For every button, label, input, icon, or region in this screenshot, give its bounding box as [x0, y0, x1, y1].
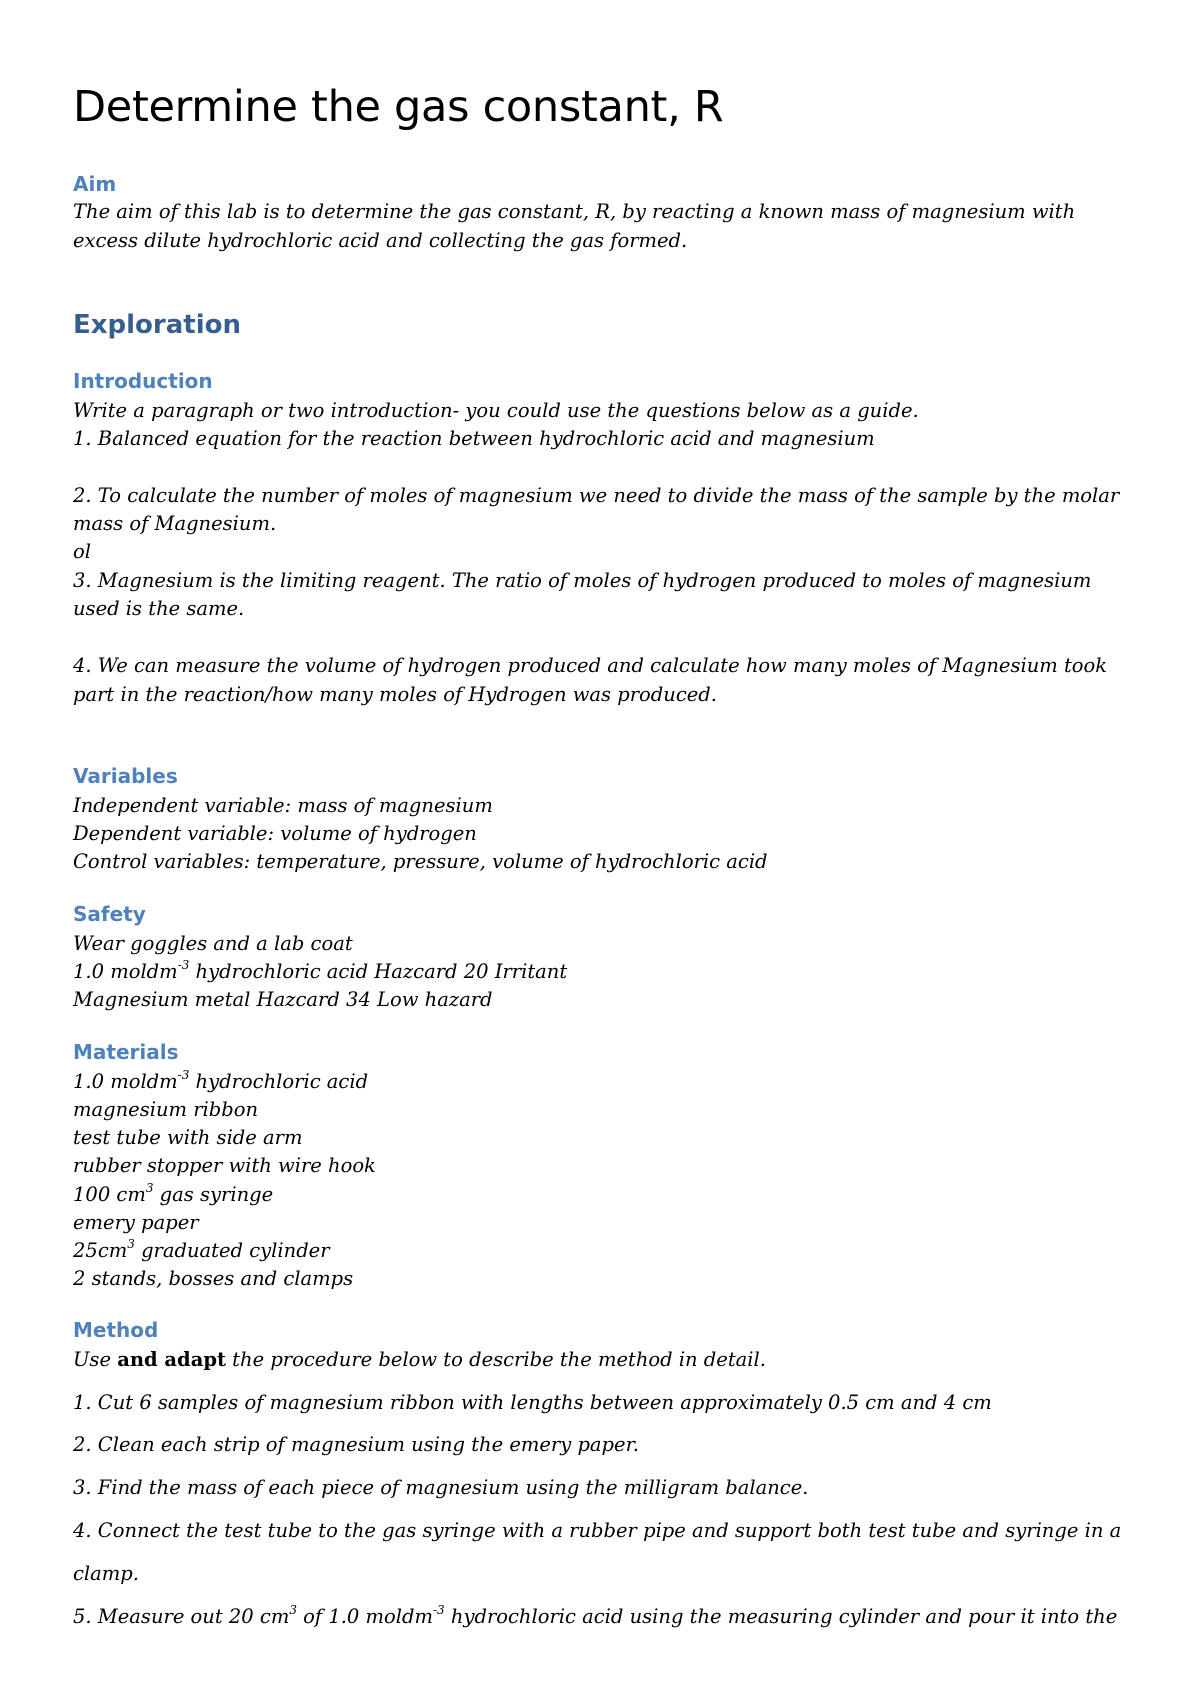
materials-heading: Materials — [73, 1040, 179, 1064]
safety-heading: Safety — [73, 902, 146, 926]
method-step-2: 2. Clean each strip of magnesium using the emery paper. — [73, 1433, 639, 1456]
variables-line-2: Dependent variable: volume of hydrogen — [73, 822, 477, 845]
materials-item: test tube with side arm — [73, 1126, 303, 1149]
intro-line-1: Write a paragraph or two introduction- you could use the questions below as a guide. — [73, 399, 919, 422]
method-step-5: 5. Measure out 20 $cm^3$ of 1.0 moldm$^{-3}$ hydrochloric acid using the measuring cylinder and pour it into the — [73, 1602, 1118, 1628]
safety-line-3: Magnesium metal Hazcard 34 Low hazard — [73, 988, 493, 1011]
aim-heading: Aim — [73, 172, 117, 196]
aim-text-line-1: The aim of this lab is to determine the gas constant, R, by reacting a known mass of magnesium with — [73, 200, 1076, 223]
intro-line-9: part in the reaction/how many moles of Hydrogen was produced. — [73, 683, 717, 706]
safety-line-2: 1.0 moldm$^{-3}$ hydrochloric acid Hazcard 20 Irritant — [73, 957, 568, 983]
intro-line-5: ol — [73, 540, 91, 563]
safety-line-1: Wear goggles and a lab coat — [73, 932, 353, 955]
intro-line-8: 4. We can measure the volume of hydrogen produced and calculate how many moles of Magnesium took — [73, 654, 1108, 677]
materials-item: magnesium ribbon — [73, 1098, 259, 1121]
method-step-4: 4. Connect the test tube to the gas syringe with a rubber pipe and support both test tube and syringe in a — [73, 1519, 1122, 1542]
document-title: Determine the gas constant, R — [73, 82, 724, 132]
introduction-heading: Introduction — [73, 369, 213, 393]
materials-item: 1.0 moldm$^{-3}$ hydrochloric acid — [73, 1067, 369, 1093]
materials-item: 100 $cm^3$ gas syringe — [73, 1180, 274, 1206]
method-intro: Use and adapt the procedure below to describe the method in detail. — [73, 1348, 766, 1371]
intro-line-3: 2. To calculate the number of moles of magnesium we need to divide the mass of the sample by the molar — [73, 484, 1120, 507]
method-step-4-cont: clamp. — [73, 1562, 139, 1585]
materials-item: $25cm^3$ graduated cylinder — [73, 1236, 330, 1262]
materials-item: emery paper — [73, 1211, 199, 1234]
materials-item: 2 stands, bosses and clamps — [73, 1267, 354, 1290]
method-heading: Method — [73, 1318, 159, 1342]
method-step-3: 3. Find the mass of each piece of magnesium using the milligram balance. — [73, 1476, 809, 1499]
intro-line-2: 1. Balanced equation for the reaction between hydrochloric acid and magnesium — [73, 427, 875, 450]
aim-text-line-2: excess dilute hydrochloric acid and collecting the gas formed. — [73, 229, 688, 252]
intro-line-7: used is the same. — [73, 597, 245, 620]
variables-line-3: Control variables: temperature, pressure, volume of hydrochloric acid — [73, 850, 768, 873]
materials-item: rubber stopper with wire hook — [73, 1154, 376, 1177]
variables-heading: Variables — [73, 764, 178, 788]
exploration-heading: Exploration — [73, 310, 241, 340]
intro-line-4: mass of Magnesium. — [73, 512, 277, 535]
intro-line-6: 3. Magnesium is the limiting reagent. The ratio of moles of hydrogen produced to moles of magnesium — [73, 569, 1092, 592]
variables-line-1: Independent variable: mass of magnesium — [73, 794, 493, 817]
method-step-1: 1. Cut 6 samples of magnesium ribbon with lengths between approximately 0.5 cm and 4 cm — [73, 1391, 992, 1414]
